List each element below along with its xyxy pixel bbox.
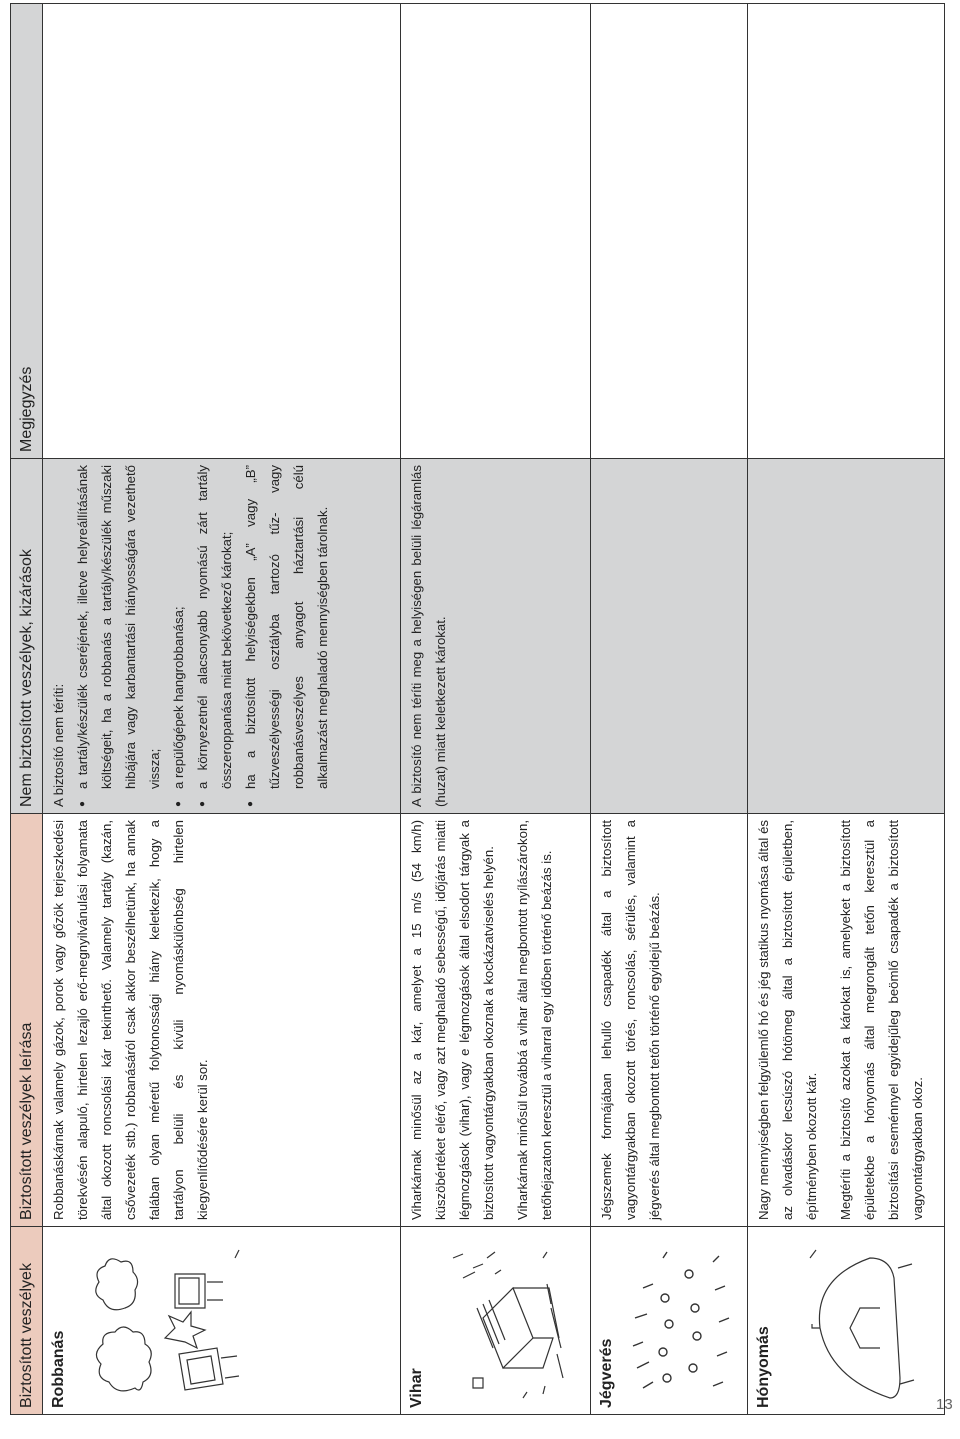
description-paragraph: Nagy mennyiségben felgyülemlő hó és jég statikus nyomása által és az olvadáskor lecsúszó hótömeg által a biztosított épületben, építményben okozott kár.	[756, 820, 819, 1220]
snow-load-illustration	[780, 1238, 930, 1408]
exclusions-cell	[43, 459, 401, 814]
table-row-robbanas	[43, 4, 401, 1415]
notes-cell	[43, 4, 401, 459]
table-row-vihar	[401, 4, 591, 1415]
header-hazard-description: Biztosított veszélyek leírása	[11, 814, 43, 1227]
rotated-table-canvas	[10, 5, 940, 1415]
exclusions-cell	[748, 459, 945, 814]
exclusions-list	[71, 465, 335, 807]
table-row-jegveres	[591, 4, 748, 1415]
table-row-honyomas	[748, 4, 945, 1415]
hazard-cell	[591, 1227, 748, 1415]
notes-cell	[401, 4, 591, 459]
hail-illustration	[623, 1238, 743, 1408]
description-paragraph: Viharkárnak minősül az a kár, amelyet a 15 m/s (54 km/h) küszöbértéket elérő, vagy azt meghaladó sebességű, időjárás miatti légmozgások (vihar), vagy e légmozgások által elsodort tárgyak a biztosított vagyontárgyakban okoznak a kockázatviselés helyén.	[409, 820, 496, 1220]
exclusions-cell	[591, 459, 748, 814]
hazard-cell	[748, 1227, 945, 1415]
description-cell	[401, 814, 591, 1227]
hazard-name: Robbanás	[50, 1330, 67, 1408]
list-item: ● a környezetnél alacsonyabb nyomású zárt tartály összeroppanása miatt bekövetkező károkat;	[191, 465, 239, 789]
exclusions-intro: A biztosító nem téríti:	[51, 683, 66, 807]
hazard-name: Jégverés	[598, 1338, 615, 1408]
notes-cell	[748, 4, 945, 459]
header-row	[11, 4, 43, 1415]
exclusions-cell: A biztosító nem téríti meg a helyiségen belüli légáramlás (huzat) miatt keletkezett károkat.	[401, 459, 591, 814]
list-item: ● a repülőgépek hangrobbanása;	[167, 465, 191, 789]
description-paragraph: Viharkárnak minősül továbbá a vihar által megbontott nyílászárokon, tetőhéjazaton keresztül a viharral egy időben történő beázás is.	[515, 820, 554, 1220]
description-paragraph: Megtéríti a biztosító azokat a károkat is, amelyeket a biztosított épületekbe a hónyomás által megrongált tetőn keresztül a biztosítási eseménnyel egyidejűleg beömlő csapadék a biztosított vagyontárgyakban okoz.	[838, 820, 925, 1220]
explosion-illustration	[75, 1238, 255, 1408]
header-insured-hazards: Biztosított veszélyek	[11, 1227, 43, 1415]
list-item: ● a tartály/készülék cseréjének, illetve helyreállításának költségeit, ha a robbanás a tartály/készülék műszaki hibájára vagy karbantartási hiányosságára vezethető vissza;	[71, 465, 167, 789]
hazard-name: Hónyomás	[755, 1326, 772, 1408]
description-cell: Robbanáskárnak valamely gázok, porok vagy gőzök terjeszkedési törekvésén alapuló, hirtelen lezajló erő-megnyilvánulási folyamata által okozott roncsolási kár tekinthető. Valamely tartály (kazán, csővezeték stb.) robbanásáról csak akkor beszélhetünk, ha annak falában olyan méretű folytonossági hiány keletkezik, hogy a tartályon belüli és kívüli nyomáskülönbség hirtelen kiegyenlítődésére kerül sor.	[43, 814, 401, 1227]
hazard-cell	[43, 1227, 401, 1415]
header-notes: Megjegyzés	[11, 4, 43, 459]
list-item: ● ha a biztosított helyiségekben „A” vagy „B” tűzveszélyességi osztályba tartozó tűz- vagy robbanásveszélyes anyagot háztartási célú alkalmazást meghaladó mennyiségben tárolnak.	[239, 465, 335, 789]
description-cell	[748, 814, 945, 1227]
storm-illustration	[433, 1238, 583, 1408]
description-cell: Jégszemek formájában lehulló csapadék által a biztosított vagyontárgyakban okozott törés, roncsolás, sérülés, valamint a jégverés által megbontott tetőn történő egyidejű beázás.	[591, 814, 748, 1227]
page-number: 13	[936, 1396, 953, 1413]
hazard-cell	[401, 1227, 591, 1415]
hazard-name: Vihar	[408, 1368, 425, 1408]
notes-cell	[591, 4, 748, 459]
insurance-hazards-table	[10, 3, 945, 1415]
header-exclusions: Nem biztosított veszélyek, kizárások	[11, 459, 43, 814]
